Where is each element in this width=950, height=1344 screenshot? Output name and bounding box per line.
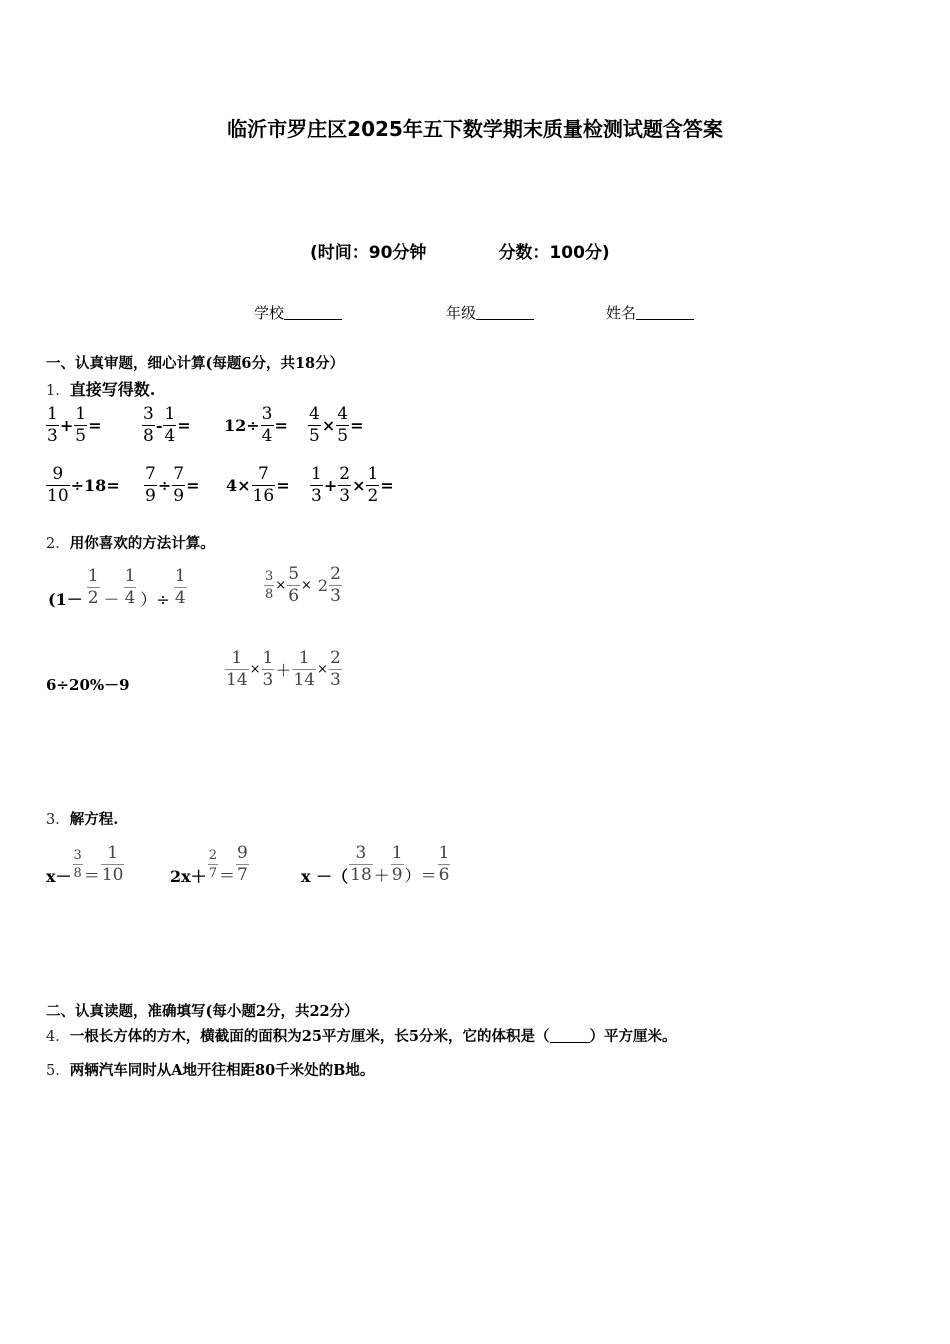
- grade-field[interactable]: [446, 302, 534, 323]
- question-1: 1．直接写得数.: [46, 380, 156, 399]
- q1-expr-2: $\frac{3}{8}$ - $\frac{1}{4}$ =: [143, 404, 191, 446]
- name-label: 姓名: [606, 304, 637, 322]
- q4-answer-blank[interactable]: [550, 1028, 590, 1043]
- q1-expr-6: $\frac{7}{9}$ ÷ $\frac{7}{9}$ =: [145, 464, 200, 506]
- q1-expr-8: $\frac{1}{3}$ + $\frac{2}{3}$ × $\frac{1}{2}$ =: [311, 464, 394, 506]
- time-score-line: [310, 238, 610, 263]
- q2-expr-4: $\frac{1}{14}$ × $\frac{1}{3}$ ＋ $\frac{1}{14}$ × $\frac{2}{3}$: [226, 648, 341, 690]
- question-3: 3．解方程.: [46, 811, 119, 828]
- section-2-heading: 二、认真读题，准确填写(每小题2分，共22分）: [46, 1003, 359, 1020]
- q1-expr-5: $\frac{9}{10}$ ÷18=: [47, 464, 120, 506]
- q1-expr-1: $\frac{1}{3}$ + $\frac{1}{5}$ =: [47, 404, 102, 446]
- score-label: 分数：100分): [498, 243, 610, 263]
- q1-expr-3: 12÷ $\frac{3}{4}$ =: [224, 404, 288, 446]
- q1-expr-7: 4× $\frac{7}{16}$ =: [226, 464, 290, 506]
- school-field[interactable]: [254, 302, 342, 323]
- name-blank[interactable]: [636, 305, 694, 320]
- page-title: 临沂市罗庄区2025年五下数学期末质量检测试题含答案: [227, 117, 723, 141]
- grade-blank[interactable]: [476, 305, 534, 320]
- q2-expr-3: 6÷20%－9: [46, 676, 130, 694]
- section-1-heading: 一、认真审题，细心计算(每题6分，共18分）: [46, 355, 345, 372]
- name-field[interactable]: [606, 302, 694, 323]
- school-blank[interactable]: [284, 305, 342, 320]
- q2-expr-2: $\frac{3}{8}$ × $\frac{5}{6}$ × 2 $\frac{2}{3}$: [265, 564, 341, 606]
- q3-eq-3: x －（ $\frac{3}{18}$ ＋ $\frac{1}{9}$ ）＝ $\frac{1}{6}$: [301, 843, 450, 886]
- question-2: 2．用你喜欢的方法计算。: [46, 535, 215, 552]
- q2-expr-1: (1－ $\frac{1}{2}$ － $\frac{1}{4}$ ）÷ $\frac{1}{4}$: [48, 566, 186, 609]
- question-4: 4．一根长方体的方木，横截面的面积为25平方厘米，长5分米，它的体积是（ ）平方厘米。: [46, 1028, 677, 1045]
- q1-expr-4: $\frac{4}{5}$ × $\frac{4}{5}$ =: [309, 404, 364, 446]
- time-label: (时间：90分钟: [310, 243, 427, 263]
- q3-eq-2: 2x＋ $\frac{2}{7}$ ＝ $\frac{9}{7}$: [170, 843, 248, 886]
- question-5: 5．两辆汽车同时从A地开往相距80千米处的B地。: [46, 1062, 375, 1079]
- school-label: 学校: [254, 304, 285, 322]
- q3-eq-1: x－ $\frac{3}{8}$ ＝ $\frac{1}{10}$: [46, 843, 124, 886]
- grade-label: 年级: [446, 304, 477, 322]
